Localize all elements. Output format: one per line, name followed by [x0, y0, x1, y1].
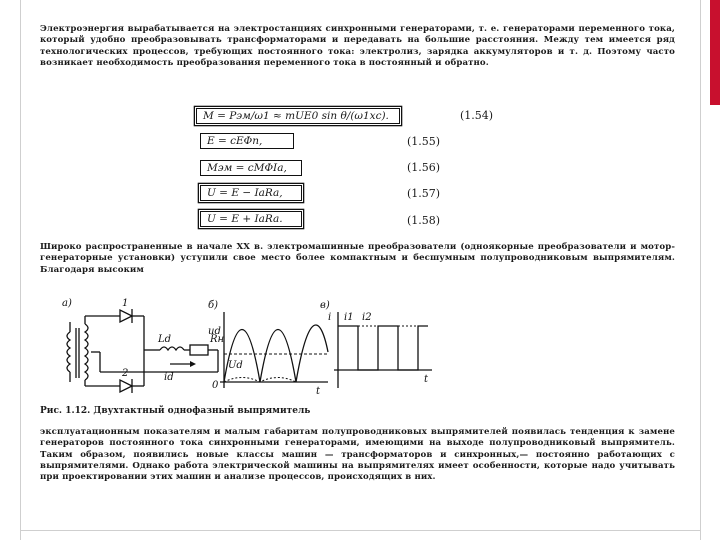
equation-number-1-57: (1.57): [407, 187, 441, 200]
i1-label: i1: [344, 312, 354, 323]
time-axis-label-c: t: [424, 374, 429, 385]
origin-label: 0: [212, 380, 219, 391]
intro-paragraph: Электроэнергия вырабатывается на электростанциях синхронными генераторами, т. е. генераторами переменного тока, который удобно преобразовывать трансформаторами и передавать на большие расстояния. Между тем имеется ряд технологических процессов, требующих постоянного тока: электролиз, зарядка аккумуляторов и т. д. Поэтому часто возникает необходимость преобразования переменного тока в постоянный и обратно.: [40, 24, 675, 68]
equation-1-55: E = cEΦn,: [200, 133, 294, 149]
time-axis-label-b: t: [316, 386, 321, 397]
frame-bottom: [20, 530, 701, 531]
frame-left: [20, 0, 21, 540]
figure-caption: Рис. 1.12. Двухтактный однофазный выпрямитель: [40, 406, 311, 416]
equation-1-56: Mэм = cMΦIa,: [200, 160, 302, 176]
rectified-voltage-plot: [220, 312, 328, 388]
rectifier-figure: [40, 292, 640, 400]
circuit-diagram: [67, 309, 218, 393]
panel-c-label: в): [320, 300, 330, 311]
conclusion-paragraph: эксплуатационным показателям и малым габаритам полупроводниковых выпрямителей появилась тенденция к замене генераторов постоянного тока синхронными генераторами, имеющими на выходе полупроводниковый выпрямитель. Таким образом, появились новые классы машин — трансформаторов и синхронных,— постоянно работающих с выпрямителями. Однако работа электрической машины на выпрямителях имеет особенности, которые надо учитывать при проектировании этих машин и анализе процессов, происходящих в них.: [40, 427, 675, 483]
equation-number-1-56: (1.56): [407, 161, 441, 174]
frame-right: [700, 0, 701, 540]
load-current-label: id: [164, 372, 174, 383]
current-axis-label: i: [328, 312, 332, 323]
ud-average-label: Ud: [228, 360, 243, 371]
resistor-label: Rн: [210, 334, 225, 345]
panel-a-label: а): [62, 298, 72, 309]
equation-1-58: U = E + IaRa.: [200, 211, 302, 227]
ud-axis-label: ud: [208, 326, 221, 337]
equation-1-57: U = E − IaRa,: [200, 185, 302, 201]
equation-1-54: M = Pэм/ω1 ≈ mUE0 sin θ/(ω1xc).: [196, 108, 400, 124]
diode-2-label: 2: [122, 368, 129, 379]
equation-number-1-58: (1.58): [407, 214, 441, 227]
equation-number-1-54: (1.54): [460, 109, 494, 122]
red-accent-bar: [710, 0, 720, 105]
equation-number-1-55: (1.55): [407, 135, 441, 148]
panel-b-label: б): [208, 300, 219, 311]
diode-1-label: 1: [122, 298, 129, 309]
inductor-label: Ld: [158, 334, 172, 345]
rectifier-paragraph: Широко распространенные в начале XX в. электромашинные преобразователи (одноякорные преобразователи и мотор-генераторные установки) уступили свое место более компактным и бесшумным полупроводниковым выпрямителям. Благодаря высоким: [40, 242, 675, 275]
i2-label: i2: [362, 312, 372, 323]
current-waveform-plot: [334, 312, 432, 388]
